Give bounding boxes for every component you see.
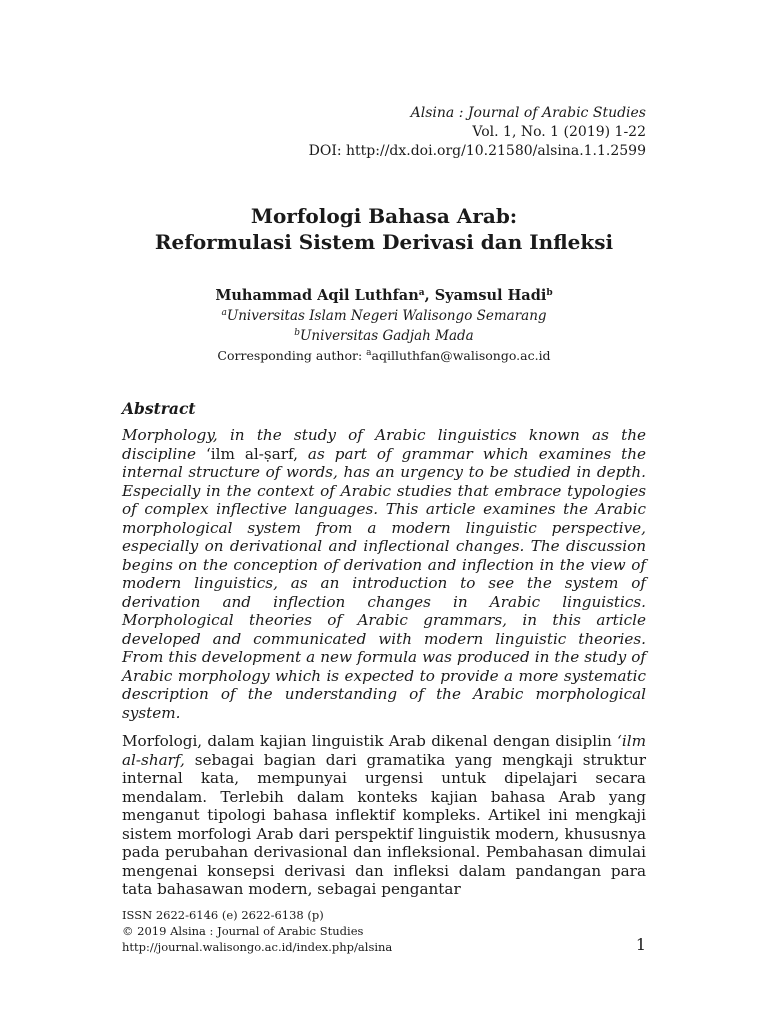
- affiliation-b: [0, 326, 768, 346]
- abstract-english: [122, 426, 646, 722]
- author-2: Syamsul Hadi: [434, 287, 547, 304]
- abstract-id-part1: Morfologi, dalam kajian linguistik Arab dikenal dengan disiplin: [122, 732, 618, 750]
- footer-copyright: © 2019 Alsina : Journal of Arabic Studies: [122, 924, 364, 938]
- corresponding-author: [0, 346, 768, 365]
- affiliation-a-sup: a: [221, 308, 227, 318]
- author-separator: ,: [424, 287, 435, 304]
- journal-doi: DOI: http://dx.doi.org/10.21580/alsina.1.1.2599: [308, 143, 646, 159]
- abstract-section: [122, 398, 646, 899]
- title-line-1: Morfologi Bahasa Arab:: [250, 204, 518, 228]
- abstract-en-term: ‘ilm al-ṣarf,: [205, 444, 298, 463]
- affiliation-b-text: Universitas Gadjah Mada: [300, 328, 474, 344]
- journal-volume: Vol. 1, No. 1 (2019) 1-22: [472, 124, 646, 140]
- abstract-en-part1: Morphology, in the study of Arabic linguistics known as the discipline: [122, 426, 646, 463]
- abstract-heading: Abstract: [122, 399, 196, 418]
- abstract-id-term: ‘ilm al-sharf,: [122, 732, 646, 769]
- article-title: [0, 203, 768, 255]
- journal-header: [309, 104, 646, 161]
- author-2-sup: b: [546, 288, 553, 298]
- author-block: [0, 286, 768, 365]
- author-names: [0, 286, 768, 306]
- abstract-en-part2: as part of grammar which examines the internal structure of words, has an urgency to be studied in depth. Especially in the context of Arabic studies that embrace typologies of complex inflective languages. This article examines the Arabic morphological system from a modern linguistic perspective, especially on derivational and inflectional changes. The discussion begins on the conception of derivation and inflection in the view of modern linguistics, as an introduction to see the system of derivation and inflection changes in Arabic linguistics. Morphological theories of Arabic grammars, in this article developed and communicated with modern linguistic theories. From this development a new formula was produced in the study of Arabic morphology which is expected to provide a more systematic description of the understanding of the Arabic morphological system.: [122, 444, 646, 722]
- affiliation-a-text: Universitas Islam Negeri Walisongo Semarang: [226, 308, 547, 324]
- footer-url: http://journal.walisongo.ac.id/index.php/alsina: [122, 940, 393, 954]
- abstract-indonesian: [122, 732, 646, 899]
- title-line-2: Reformulasi Sistem Derivasi dan Infleksi: [154, 230, 614, 254]
- author-1: Muhammad Aqil Luthfan: [215, 287, 419, 304]
- corresponding-sup: a: [366, 348, 372, 358]
- corresponding-email: aqilluthfan@walisongo.ac.id: [371, 348, 551, 363]
- affiliation-a: [0, 306, 768, 326]
- footer-issn: ISSN 2622-6146 (e) 2622-6138 (p): [122, 908, 324, 922]
- abstract-id-part2: sebagai bagian dari gramatika yang mengkaji struktur internal kata, mempunyai urgensi untuk dipelajari secara mendalam. Terlebih dalam konteks kajian bahasa Arab yang menganut tipologi bahasa inflektif kompleks. Artikel ini mengkaji sistem morfologi Arab dari perspektif linguistik modern, khususnya pada perubahan derivasional dan infleksional. Pembahasan dimulai mengenai konsepsi derivasi dan infleksi dalam pandangan para tata bahasawan modern, sebagai pengantar: [122, 750, 646, 898]
- journal-name: Alsina : Journal of Arabic Studies: [410, 105, 646, 121]
- author-1-sup: a: [418, 288, 425, 298]
- page-number: 1: [635, 935, 646, 954]
- page-footer: [122, 907, 392, 955]
- affiliation-b-sup: b: [294, 328, 301, 338]
- corresponding-label: Corresponding author:: [217, 348, 367, 363]
